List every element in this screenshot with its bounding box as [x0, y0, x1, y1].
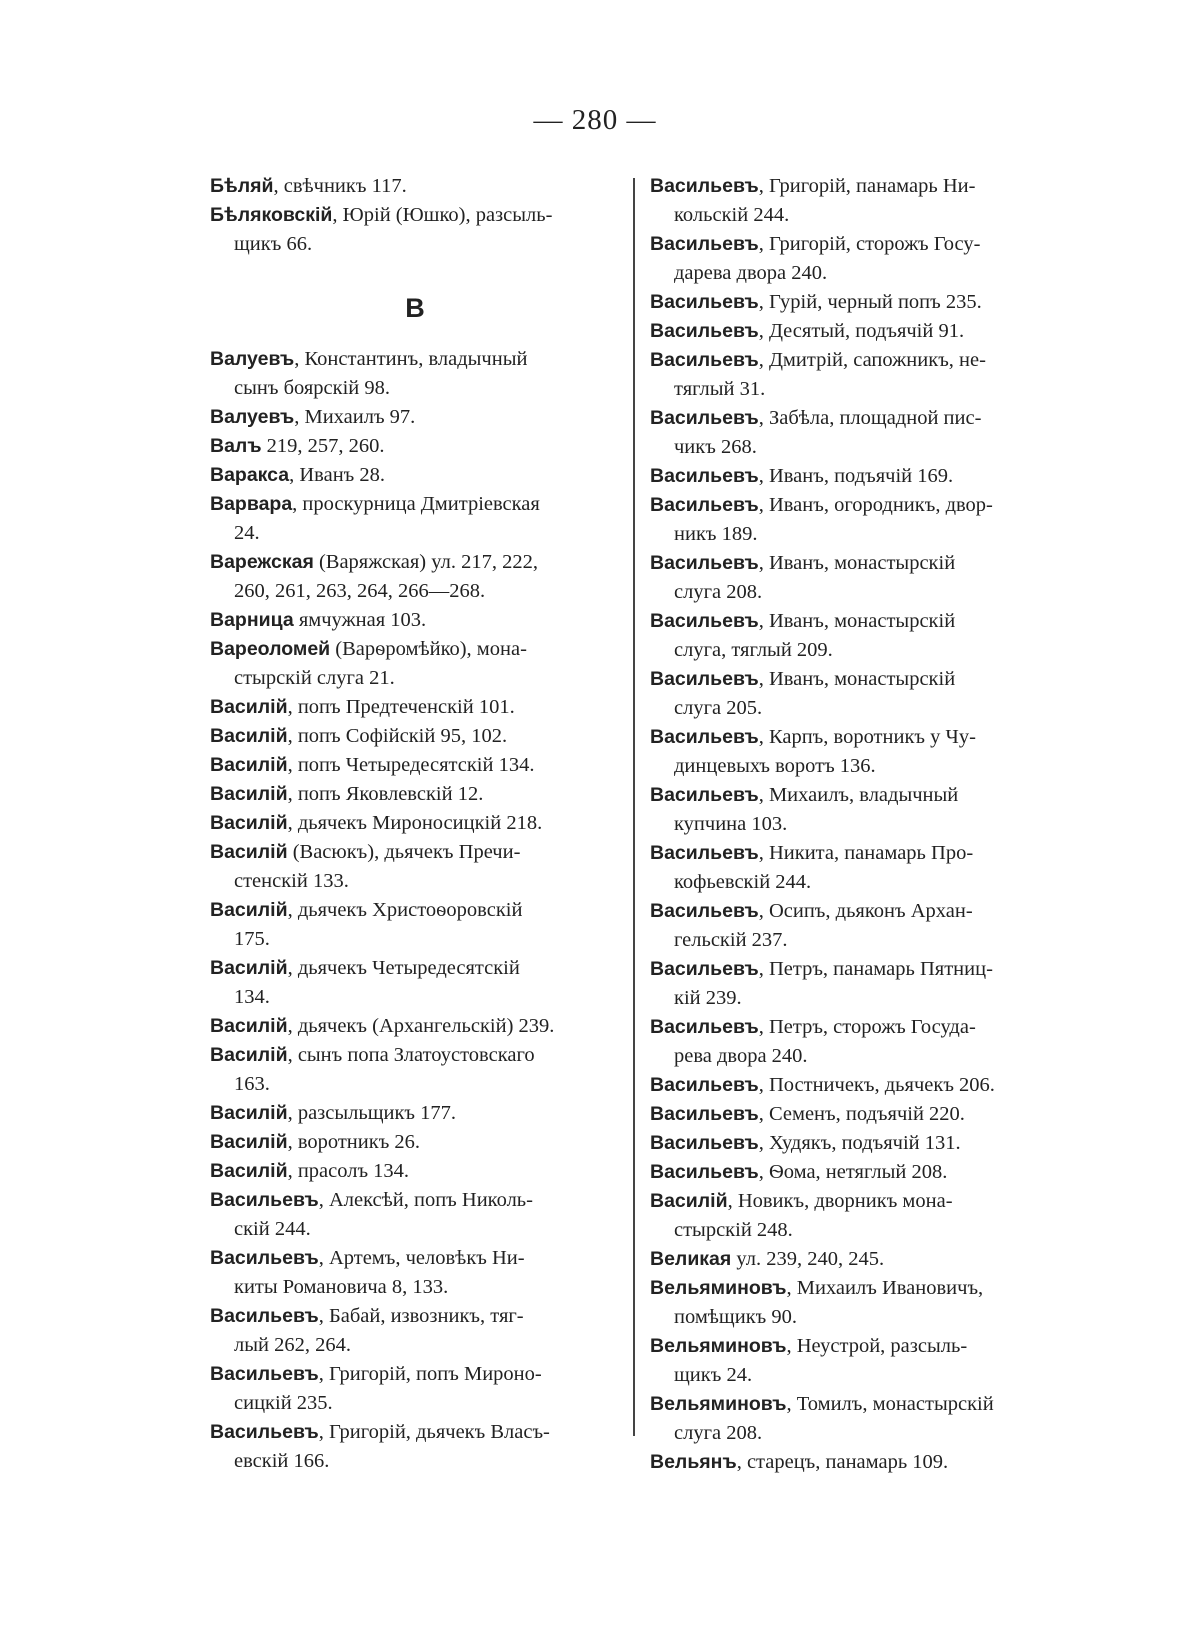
entry-text: , Григорій, дьячекъ Власъ- [318, 1421, 550, 1443]
entry-text: , Иванъ, огородникъ, двор- [758, 494, 993, 516]
index-entry [210, 1012, 620, 1041]
entry-continuation: динцевыхъ воротъ 136. [674, 755, 876, 777]
entry-headword: Васильевъ [650, 320, 759, 342]
entry-text: , Никита, панамарь Про- [758, 842, 974, 864]
entry-headword: Василій [210, 899, 288, 921]
entry-text: , попъ Четыредесятскій 134. [287, 754, 535, 776]
entry-text: , Юрій (Юшко), разсыль- [332, 204, 553, 226]
index-entry [650, 781, 1060, 839]
entry-continuation: кофьевскій 244. [674, 871, 812, 893]
entry-headword: Васильевъ [210, 1363, 319, 1385]
entry-headword: Василій [210, 1131, 288, 1153]
entry-text: , Алексѣй, попъ Николь- [318, 1189, 533, 1211]
entry-text: , Иванъ, монастырскій [758, 552, 956, 574]
entry-text: , Ѳома, нетяглый 208. [758, 1161, 948, 1183]
entry-text: , Забѣла, площадной пис- [758, 407, 982, 429]
index-entry [210, 693, 620, 722]
index-entry [210, 1157, 620, 1186]
page-number: — 280 — [533, 104, 657, 136]
entry-text: , попъ Яковлевскій 12. [287, 783, 484, 805]
entry-continuation: 175. [234, 928, 270, 950]
index-entry [650, 1071, 1060, 1100]
entry-headword: Васильевъ [650, 465, 759, 487]
entry-headword: Васильевъ [650, 842, 759, 864]
entry-continuation: 134. [234, 986, 270, 1008]
entry-text: 219, 257, 260. [261, 435, 385, 457]
entry-continuation: никъ 189. [674, 523, 758, 545]
entry-headword: Василій [210, 812, 288, 834]
index-entry [210, 751, 620, 780]
entry-continuation: стырскій слуга 21. [234, 667, 395, 689]
entry-text: , Артемъ, человѣкъ Ни- [318, 1247, 525, 1269]
entry-headword: Васильевъ [650, 610, 759, 632]
entry-continuation: стенскій 133. [234, 870, 349, 892]
entry-headword: Бѣляковскій [210, 204, 333, 226]
index-entry [650, 1274, 1060, 1332]
entry-continuation: 260, 261, 263, 264, 266—268. [234, 580, 486, 602]
entry-headword: Василій [210, 754, 288, 776]
entry-text: ямчужная 103. [293, 609, 427, 631]
entry-headword: Васильевъ [650, 900, 759, 922]
entry-headword: Валуевъ [210, 406, 295, 428]
entry-headword: Васильевъ [650, 1074, 759, 1096]
entry-headword: Великая [650, 1248, 732, 1270]
entry-headword: Вареоломей [210, 638, 331, 660]
entry-continuation: тяглый 31. [674, 378, 766, 400]
entry-continuation: щикъ 66. [234, 233, 313, 255]
index-entry [650, 1390, 1060, 1448]
index-entry [210, 780, 620, 809]
entry-text: (Васюкъ), дьячекъ Пречи- [287, 841, 521, 863]
entry-text: , дьячекъ (Архангельскій) 239. [287, 1015, 555, 1037]
index-entry [650, 491, 1060, 549]
section-letter: В [405, 293, 425, 323]
entry-headword: Василій [210, 696, 288, 718]
entry-headword: Вельяминовъ [650, 1277, 787, 1299]
entry-text: , старецъ, панамарь 109. [736, 1451, 949, 1473]
index-entry [650, 346, 1060, 404]
entry-text: , свѣчникъ 117. [273, 175, 407, 197]
entry-text: , Михаилъ, владычный [758, 784, 959, 806]
entry-headword: Валуевъ [210, 348, 295, 370]
entry-headword: Васильевъ [210, 1247, 319, 1269]
entry-headword: Васильевъ [650, 784, 759, 806]
index-entry [210, 954, 620, 1012]
entry-continuation: купчина 103. [674, 813, 788, 835]
entry-headword: Васильевъ [210, 1421, 319, 1443]
entry-headword: Васильевъ [650, 175, 759, 197]
column-divider [633, 178, 635, 1436]
entry-continuation: 163. [234, 1073, 270, 1095]
index-entry [650, 1332, 1060, 1390]
entry-text: , Михаилъ Ивановичъ, [786, 1277, 984, 1299]
entry-continuation: рева двора 240. [674, 1045, 808, 1067]
entry-continuation: кій 239. [674, 987, 742, 1009]
entry-headword: Василій [210, 957, 288, 979]
entries-v-section [210, 345, 620, 1476]
index-entry [650, 723, 1060, 781]
index-entry [210, 1128, 620, 1157]
index-entry [210, 896, 620, 954]
entry-continuation: слуга, тяглый 209. [674, 639, 833, 661]
entry-headword: Василій [210, 725, 288, 747]
index-entry [650, 665, 1060, 723]
index-entry [210, 172, 620, 201]
entry-text: , Григорій, попъ Мироно- [318, 1363, 542, 1385]
entry-headword: Васильевъ [650, 552, 759, 574]
entry-headword: Бѣляй [210, 175, 274, 197]
entry-text: (Варѳромѣйко), мона- [330, 638, 527, 660]
entry-continuation: сынъ боярскій 98. [234, 377, 391, 399]
index-entry [650, 230, 1060, 288]
entry-continuation: чикъ 268. [674, 436, 757, 458]
entry-continuation: кольскій 244. [674, 204, 790, 226]
entry-text: , Григорій, панамарь Ни- [758, 175, 976, 197]
entry-text: , Григорій, сторожъ Госу- [758, 233, 981, 255]
entry-headword: Васильевъ [650, 349, 759, 371]
index-entry [650, 1158, 1060, 1187]
entry-headword: Васильевъ [650, 233, 759, 255]
index-entry [210, 1244, 620, 1302]
entry-text: , Михаилъ 97. [294, 406, 416, 428]
entry-text: , Бабай, извозникъ, тяг- [318, 1305, 524, 1327]
entry-text: , Петръ, панамарь Пятниц- [758, 958, 993, 980]
left-column [210, 172, 620, 1476]
entry-headword: Вельянъ [650, 1451, 737, 1473]
entry-text: , попъ Софійскій 95, 102. [287, 725, 508, 747]
index-entry [650, 897, 1060, 955]
index-entry [210, 809, 620, 838]
entry-continuation: киты Романовича 8, 133. [234, 1276, 449, 1298]
entry-headword: Васильевъ [650, 668, 759, 690]
entry-text: ул. 239, 240, 245. [731, 1248, 885, 1270]
entry-continuation: стырскій 248. [674, 1219, 793, 1241]
index-entry [210, 490, 620, 548]
entry-headword: Вельяминовъ [650, 1393, 787, 1415]
entry-text: , Новикъ, дворникъ мона- [727, 1190, 953, 1212]
entry-headword: Васильевъ [650, 1103, 759, 1125]
entry-text: , Худякъ, подъячій 131. [758, 1132, 961, 1154]
entry-continuation: помѣщикъ 90. [674, 1306, 797, 1328]
entry-text: , Постничекъ, дьячекъ 206. [758, 1074, 995, 1096]
entries-b-section [210, 172, 620, 259]
entry-headword: Варвара [210, 493, 293, 515]
index-entry [210, 722, 620, 751]
index-entry [210, 1041, 620, 1099]
entry-headword: Валъ [210, 435, 262, 457]
entry-continuation: щикъ 24. [674, 1364, 753, 1386]
entry-headword: Васильевъ [210, 1189, 319, 1211]
entry-headword: Варница [210, 609, 294, 631]
entry-text: , Томилъ, монастырскій [786, 1393, 994, 1415]
index-entry [210, 1418, 620, 1476]
entry-headword: Васильевъ [650, 1161, 759, 1183]
index-entry [210, 635, 620, 693]
entry-text: , Иванъ, подъячій 169. [758, 465, 954, 487]
index-entry [210, 345, 620, 403]
index-entry [650, 462, 1060, 491]
index-entry [650, 1129, 1060, 1158]
index-entry [210, 461, 620, 490]
entry-headword: Василій [210, 783, 288, 805]
index-entry [210, 838, 620, 896]
entry-text: (Варяжская) ул. 217, 222, [313, 551, 538, 573]
entry-text: , Иванъ 28. [289, 464, 386, 486]
index-entry [650, 317, 1060, 346]
index-entry [650, 172, 1060, 230]
index-entry [210, 1099, 620, 1128]
entry-text: , проскурница Дмитріевская [292, 493, 540, 515]
index-entry [210, 432, 620, 461]
index-entry [650, 549, 1060, 607]
index-entry [210, 548, 620, 606]
index-entry [650, 1245, 1060, 1274]
entry-headword: Васильевъ [650, 407, 759, 429]
entry-headword: Васильевъ [650, 291, 759, 313]
entry-text: , Гурій, черный попъ 235. [758, 291, 982, 313]
index-entry [650, 1013, 1060, 1071]
entry-text: , попъ Предтеченскій 101. [287, 696, 515, 718]
entry-text: , Дмитрій, сапожникъ, не- [758, 349, 986, 371]
index-entry [650, 839, 1060, 897]
entry-text: , дьячекъ Христоѳоровскій [287, 899, 523, 921]
index-entry [210, 1302, 620, 1360]
index-entry [210, 403, 620, 432]
entry-text: , Карпъ, воротникъ у Чу- [758, 726, 976, 748]
entry-text: , дьячекъ Мироносицкій 218. [287, 812, 543, 834]
entry-continuation: слуга 208. [674, 1422, 763, 1444]
entry-continuation: лый 262, 264. [234, 1334, 351, 1356]
entry-headword: Васильевъ [210, 1305, 319, 1327]
entry-text: , разсыльщикъ 177. [287, 1102, 457, 1124]
entry-text: , Осипъ, дьяконъ Архан- [758, 900, 973, 922]
entries-v-section-continued [650, 172, 1060, 1477]
entry-text: , прасолъ 134. [287, 1160, 410, 1182]
entry-headword: Васильевъ [650, 726, 759, 748]
entry-headword: Василій [210, 1015, 288, 1037]
index-entry [650, 288, 1060, 317]
entry-headword: Варакса [210, 464, 290, 486]
entry-continuation: слуга 208. [674, 581, 763, 603]
entry-headword: Васильевъ [650, 1016, 759, 1038]
entry-headword: Василій [210, 1160, 288, 1182]
entry-continuation: скій 244. [234, 1218, 311, 1240]
index-entry [650, 1448, 1060, 1477]
entry-continuation: сицкій 235. [234, 1392, 333, 1414]
entry-headword: Васильевъ [650, 494, 759, 516]
index-entry [210, 1186, 620, 1244]
entry-headword: Васильевъ [650, 958, 759, 980]
entry-text: , Петръ, сторожъ Госуда- [758, 1016, 976, 1038]
entry-headword: Василій [650, 1190, 728, 1212]
entry-text: , сынъ попа Златоустовскаго [287, 1044, 535, 1066]
entry-continuation: гельскій 237. [674, 929, 788, 951]
entry-text: , воротникъ 26. [287, 1131, 421, 1153]
entry-continuation: 24. [234, 522, 260, 544]
index-entry [650, 955, 1060, 1013]
entry-text: , Семенъ, подъячій 220. [758, 1103, 965, 1125]
entry-text: , дьячекъ Четыредесятскій [287, 957, 520, 979]
right-column [650, 172, 1060, 1477]
entry-headword: Василій [210, 841, 288, 863]
entry-continuation: дарева двора 240. [674, 262, 828, 284]
entry-continuation: евскій 166. [234, 1450, 330, 1472]
index-entry [650, 404, 1060, 462]
entry-text: , Неустрой, разсыль- [786, 1335, 968, 1357]
index-entry [650, 1187, 1060, 1245]
entry-text: , Десятый, подъячій 91. [758, 320, 965, 342]
entry-headword: Васильевъ [650, 1132, 759, 1154]
index-entry [650, 607, 1060, 665]
entry-text: , Константинъ, владычный [294, 348, 528, 370]
entry-continuation: слуга 205. [674, 697, 763, 719]
entry-headword: Вельяминовъ [650, 1335, 787, 1357]
entry-headword: Василій [210, 1102, 288, 1124]
index-entry [210, 606, 620, 635]
entry-headword: Василій [210, 1044, 288, 1066]
index-entry [210, 1360, 620, 1418]
index-entry [210, 201, 620, 259]
entry-text: , Иванъ, монастырскій [758, 668, 956, 690]
entry-text: , Иванъ, монастырскій [758, 610, 956, 632]
entry-headword: Варежская [210, 551, 314, 573]
index-entry [650, 1100, 1060, 1129]
